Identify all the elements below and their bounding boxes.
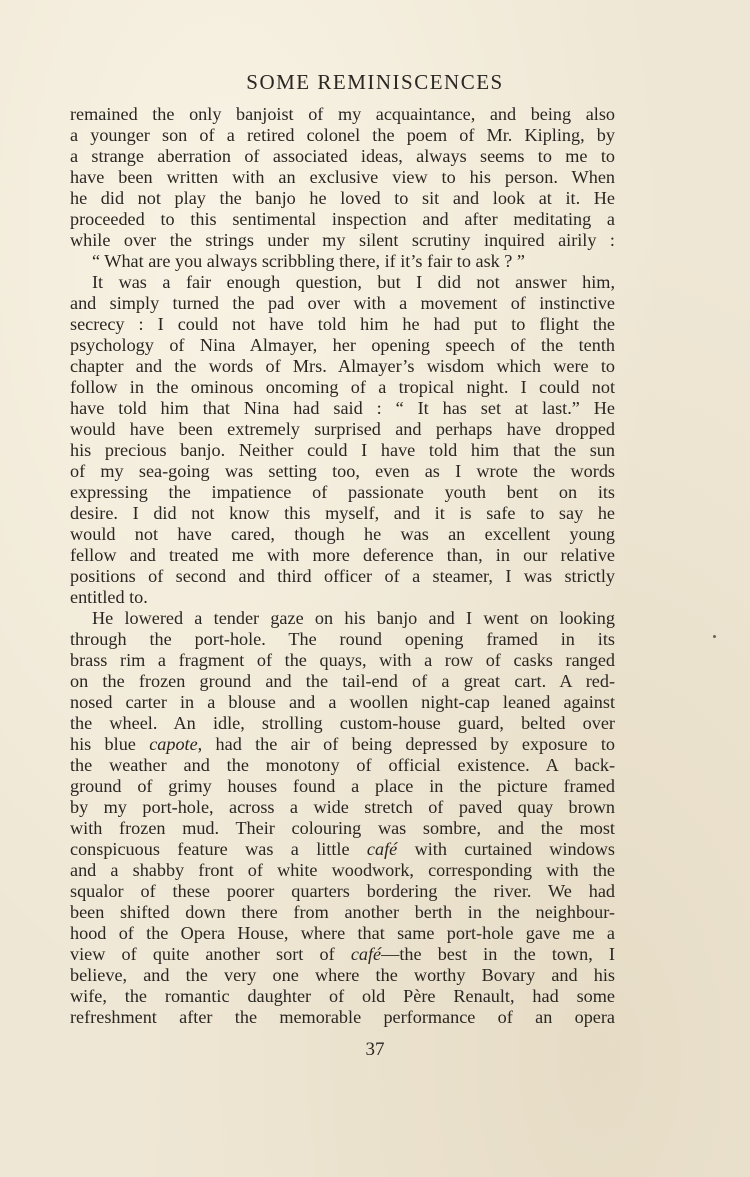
text-line: would not have cared, though he was an excellent young <box>70 524 615 544</box>
text-line: remained the only banjoist of my acquaintance, and being also <box>70 104 615 124</box>
text-line: ground of grimy houses found a place in the picture framed <box>70 776 615 796</box>
text-line: brass rim a fragment of the quays, with a row of casks ranged <box>70 650 615 670</box>
text-line: while over the strings under my silent scrutiny inquired airily : <box>70 230 615 250</box>
text-line: proceeded to this sentimental inspection and after meditating a <box>70 209 615 229</box>
text-line: his precious banjo. Neither could I have told him that the sun <box>70 440 615 460</box>
text-line: a strange aberration of associated ideas, always seems to me to <box>70 146 615 166</box>
text-line: fellow and treated me with more deference than, in our relative <box>70 545 615 565</box>
text-line: conspicuous feature was a little café with curtained windows <box>70 839 615 859</box>
text-line: of my sea-going was setting too, even as I wrote the words <box>70 461 615 481</box>
text-line: have been written with an exclusive view to his person. When <box>70 167 615 187</box>
text-line: his blue capote, had the air of being depressed by exposure to <box>70 734 615 754</box>
italic-word: capote <box>149 734 198 754</box>
text-line: he did not play the banjo he loved to sit and look at it. He <box>70 188 615 208</box>
text-line: nosed carter in a blouse and a woollen night-cap leaned against <box>70 692 615 712</box>
paper-speck <box>713 635 716 638</box>
text-line: refreshment after the memorable performance of an opera <box>70 1007 615 1027</box>
text-line: the wheel. An idle, strolling custom-house guard, belted over <box>70 713 615 733</box>
italic-word: café <box>366 839 398 859</box>
text-line: and simply turned the pad over with a movement of instinctive <box>70 293 615 313</box>
text-line: It was a fair enough question, but I did not answer him, <box>92 272 615 292</box>
text-line: a younger son of a retired colonel the poem of Mr. Kipling, by <box>70 125 615 145</box>
text-line: been shifted down there from another berth in the neighbour- <box>70 902 615 922</box>
text-line: “ What are you always scribbling there, if it’s fair to ask ? ” <box>92 251 525 271</box>
text-line: and a shabby front of white woodwork, corresponding with the <box>70 860 615 880</box>
text-line: secrecy : I could not have told him he had put to flight the <box>70 314 615 334</box>
text-line: believe, and the very one where the worthy Bovary and his <box>70 965 615 985</box>
text-line: positions of second and third officer of a steamer, I was strictly <box>70 566 615 586</box>
text-line: squalor of these poorer quarters bordering the river. We had <box>70 881 615 901</box>
text-line: He lowered a tender gaze on his banjo and I went on looking <box>92 608 615 628</box>
text-line: view of quite another sort of café—the best in the town, I <box>70 944 615 964</box>
text-line: with frozen mud. Their colouring was sombre, and the most <box>70 818 615 838</box>
text-line: expressing the impatience of passionate youth bent on its <box>70 482 615 502</box>
text-line: chapter and the words of Mrs. Almayer’s wisdom which were to <box>70 356 615 376</box>
text-line: desire. I did not know this myself, and it is safe to say he <box>70 503 615 523</box>
text-line: hood of the Opera House, where that same port-hole gave me a <box>70 923 615 943</box>
page-number: 37 <box>365 1039 385 1060</box>
text-line: psychology of Nina Almayer, her opening speech of the tenth <box>70 335 615 355</box>
text-line: through the port-hole. The round opening framed in its <box>70 629 615 649</box>
text-line: follow in the ominous oncoming of a tropical night. I could not <box>70 377 615 397</box>
text-line: entitled to. <box>70 587 148 607</box>
italic-word: café <box>350 944 382 964</box>
text-line: wife, the romantic daughter of old Père Renault, had some <box>70 986 615 1006</box>
text-line: have told him that Nina had said : “ It has set at last.” He <box>70 398 615 418</box>
body-text <box>70 104 615 1028</box>
text-line: by my port-hole, across a wide stretch of paved quay brown <box>70 797 615 817</box>
text-line: the weather and the monotony of official existence. A back- <box>70 755 615 775</box>
text-line: would have been extremely surprised and perhaps have dropped <box>70 419 615 439</box>
text-line: on the frozen ground and the tail-end of a great cart. A red- <box>70 671 615 691</box>
running-head: SOME REMINISCENCES <box>246 70 504 94</box>
